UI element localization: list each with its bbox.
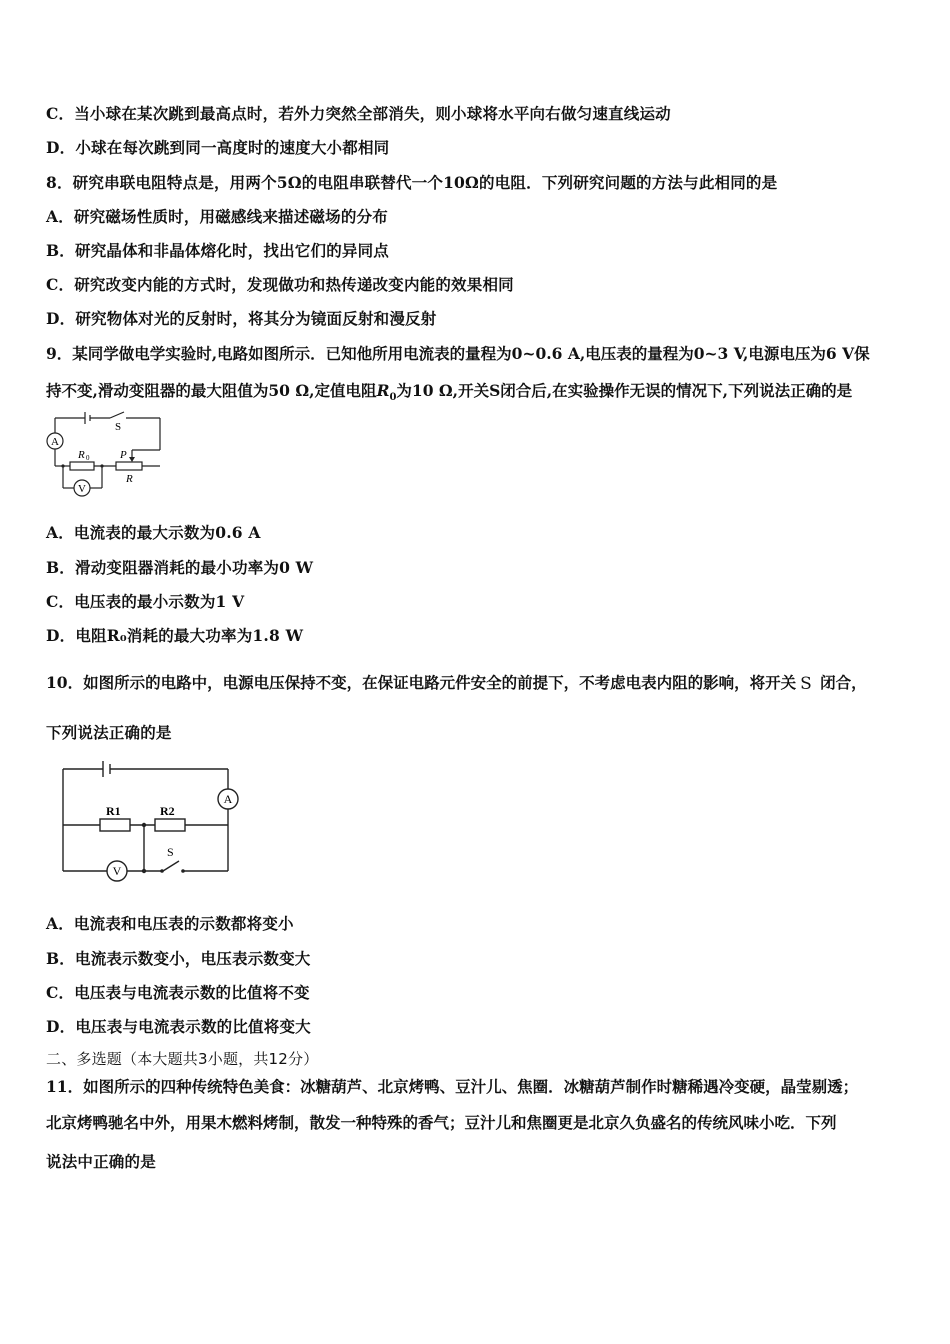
resistor-r2 bbox=[155, 819, 185, 831]
slider-label: P bbox=[120, 449, 127, 461]
option-10c: C．电压表与电流表示数的比值将不变 bbox=[46, 983, 310, 1002]
r2-label: R2 bbox=[160, 804, 175, 818]
question-8: 8．研究串联电阻特点是，用两个5Ω的电阻串联替代一个10Ω的电阻．下列研究问题的方法与此相同的是 bbox=[46, 173, 778, 192]
option-8d: D．研究物体对光的反射时，将其分为镜面反射和漫反射 bbox=[46, 309, 437, 328]
option-9c: C．电压表的最小示数为1 V bbox=[46, 592, 245, 611]
ammeter-label: A bbox=[51, 436, 59, 448]
option-8a: A．研究磁场性质时，用磁感线来描述磁场的分布 bbox=[46, 207, 388, 226]
option-9b: B．滑动变阻器消耗的最小功率为0 W bbox=[46, 558, 314, 577]
option-7c: C．当小球在某次跳到最高点时，若外力突然全部消失，则小球将水平向右做匀速直线运动 bbox=[46, 104, 671, 123]
voltmeter-label: V bbox=[78, 483, 86, 495]
section-heading-multiple-choice: 二、多选题（本大题共3小题，共12分） bbox=[46, 1050, 319, 1068]
resistor-r1 bbox=[100, 819, 130, 831]
r1-label: R1 bbox=[106, 804, 121, 818]
option-7d: D．小球在每次跳到同一高度时的速度大小都相同 bbox=[46, 138, 390, 157]
voltmeter-label: V bbox=[112, 864, 122, 878]
option-10a: A．电流表和电压表的示数都将变小 bbox=[46, 914, 294, 933]
switch-label: S bbox=[115, 421, 122, 433]
option-10b: B．电流表示数变小，电压表示数变大 bbox=[46, 949, 311, 968]
circuit-figure-9 bbox=[40, 408, 170, 503]
question-10-text-a: 10．如图所示的电路中，电源电压保持不变，在保证电路元件安全的前提下，不考虑电表内阻的影响，将开关 bbox=[46, 673, 797, 692]
question-10-text-b: 闭合， bbox=[820, 673, 867, 692]
question-9-text-b: 为10 Ω,开关S闭合后,在实验操作无误的情况下,下列说法正确的是 bbox=[396, 381, 853, 400]
option-8b: B．研究晶体和非晶体熔化时，找出它们的异同点 bbox=[46, 241, 390, 260]
option-10d: D．电压表与电流表示数的比值将变大 bbox=[46, 1017, 311, 1036]
question-11-line1: 11．如图所示的四种传统特色美食：冰糖葫芦、北京烤鸭、豆汁儿、焦圈．冰糖葫芦制作时糖稀遇冷变硬，晶莹剔透； bbox=[46, 1077, 859, 1096]
question-9-line1: 9．某同学做电学实验时,电路如图所示．已知他所用电流表的量程为0~0.6 A,电压表的量程为0~3 V,电源电压为6 V保 bbox=[46, 344, 870, 363]
r0-label-sub: 0 bbox=[86, 454, 90, 462]
question-9-line2 bbox=[46, 379, 852, 403]
option-9d: D．电阻R₀消耗的最大功率为1.8 W bbox=[46, 626, 304, 645]
option-9a: A．电流表的最大示数为0.6 A bbox=[46, 523, 261, 542]
option-8c: C．研究改变内能的方式时，发现做功和热传递改变内能的效果相同 bbox=[46, 275, 514, 294]
switch-symbol-s: S bbox=[800, 674, 812, 694]
r0-label: R bbox=[78, 449, 85, 461]
circuit-figure-10 bbox=[55, 757, 250, 887]
ammeter-label: A bbox=[223, 792, 233, 806]
switch-label: S bbox=[167, 845, 174, 859]
switch-blade bbox=[163, 861, 179, 871]
rheostat-label: R bbox=[126, 473, 133, 485]
switch-blade bbox=[110, 412, 124, 418]
question-10-line1 bbox=[46, 671, 867, 693]
r0-subscript: 0 bbox=[389, 392, 397, 404]
resistor-r0 bbox=[70, 462, 94, 470]
r0-symbol: R bbox=[376, 381, 390, 400]
rheostat-r bbox=[116, 462, 142, 470]
question-9-text-a: 持不变,滑动变阻器的最大阻值为50 Ω,定值电阻 bbox=[46, 381, 377, 400]
question-11-line3: 说法中正确的是 bbox=[46, 1152, 156, 1171]
question-11-line2: 北京烤鸭驰名中外，用果木燃料烤制，散发一种特殊的香气；豆汁儿和焦圈更是北京久负盛名的传统风味小吃．下列 bbox=[46, 1113, 837, 1132]
question-10-line2: 下列说法正确的是 bbox=[46, 723, 172, 742]
